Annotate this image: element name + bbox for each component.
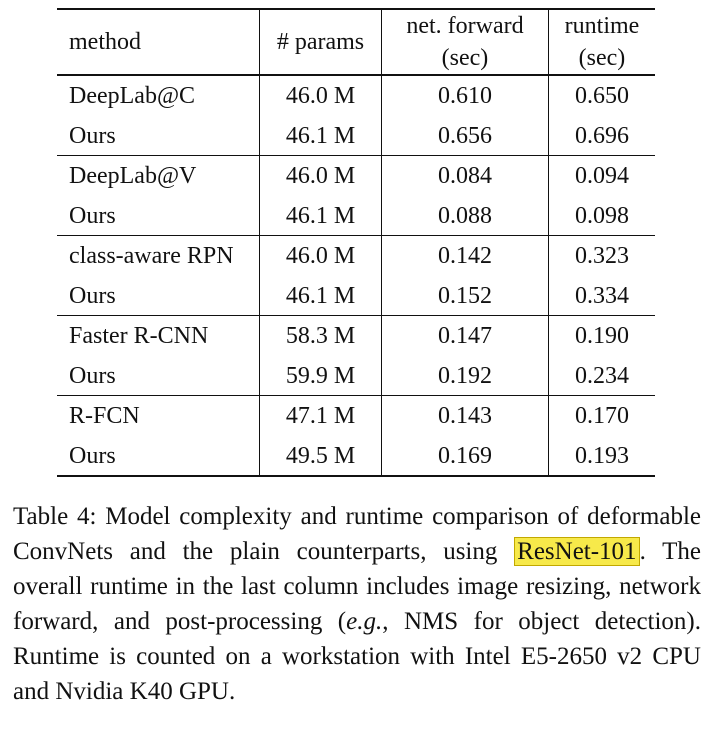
caption-text-1: Table 4: Model complexity and runtime comparison of deformable ConvNets and the plain counterparts, using bbox=[13, 503, 701, 565]
cell-runtime: 0.334 bbox=[575, 282, 629, 309]
table-row bbox=[57, 236, 655, 277]
cell-method: R-FCN bbox=[57, 396, 260, 437]
cell-runtime: 0.696 bbox=[575, 122, 629, 149]
group-faster-rcnn bbox=[57, 316, 655, 396]
cell-params: 46.0 M bbox=[260, 236, 382, 277]
cell-params: 46.1 M bbox=[260, 196, 382, 236]
caption-text-3: , NMS for object detection). Runtime is counted on a workstation with Intel E5-2650 v2 CPU and Nvidia K40 GPU. bbox=[13, 608, 702, 705]
header-method: method bbox=[57, 9, 260, 75]
table-row bbox=[57, 396, 655, 437]
cell-params: 58.3 M bbox=[260, 316, 382, 357]
cell-params: 46.1 M bbox=[260, 116, 382, 156]
cell-method: DeepLab@V bbox=[57, 156, 260, 197]
cell-runtime: 0.323 bbox=[549, 236, 656, 277]
cell-runtime: 0.650 bbox=[549, 75, 656, 116]
header-forward bbox=[382, 9, 549, 75]
cell-forward: 0.088 bbox=[382, 196, 549, 236]
cell-method: Ours bbox=[57, 436, 260, 476]
cell-forward: 0.147 bbox=[382, 316, 549, 357]
cell-params: 46.0 M bbox=[260, 75, 382, 116]
cell-method: Ours bbox=[57, 276, 260, 316]
cell-runtime: 0.098 bbox=[575, 202, 629, 229]
caption-eg: e.g. bbox=[346, 608, 383, 635]
cell-method: Ours bbox=[57, 116, 260, 156]
table-row bbox=[57, 316, 655, 357]
cell-params: 49.5 M bbox=[260, 436, 382, 476]
table-row bbox=[57, 436, 655, 476]
comparison-table bbox=[57, 8, 655, 477]
cell-method: class-aware RPN bbox=[57, 236, 260, 277]
cell-runtime: 0.170 bbox=[549, 396, 656, 437]
cell-runtime: 0.190 bbox=[549, 316, 656, 357]
cell-method: Ours bbox=[57, 196, 260, 236]
cell-runtime: 0.193 bbox=[549, 436, 656, 476]
group-deeplab-v bbox=[57, 156, 655, 236]
cell-method: Ours bbox=[57, 356, 260, 396]
header-params: # params bbox=[260, 9, 382, 75]
cell-forward: 0.084 bbox=[382, 156, 549, 197]
cell-params: 46.0 M bbox=[260, 156, 382, 197]
header-forward-line2: (sec) bbox=[441, 45, 489, 71]
cell-params: 46.1 M bbox=[260, 276, 382, 316]
table-row bbox=[57, 276, 655, 316]
cell-params: 59.9 M bbox=[260, 356, 382, 396]
header-forward-line1: net. forward bbox=[406, 13, 524, 39]
cell-method: DeepLab@C bbox=[57, 75, 260, 116]
table-caption bbox=[13, 499, 701, 709]
header-row bbox=[57, 9, 655, 75]
header-runtime-line1: runtime bbox=[564, 13, 640, 39]
group-class-aware-rpn bbox=[57, 236, 655, 316]
header-runtime bbox=[549, 9, 656, 75]
group-deeplab-c bbox=[57, 75, 655, 156]
cell-forward: 0.192 bbox=[382, 356, 549, 396]
cell-params: 47.1 M bbox=[260, 396, 382, 437]
table-row bbox=[57, 356, 655, 396]
cell-forward: 0.143 bbox=[382, 396, 549, 437]
cell-forward: 0.152 bbox=[382, 276, 549, 316]
table-row bbox=[57, 75, 655, 116]
group-r-fcn bbox=[57, 396, 655, 477]
cell-forward: 0.610 bbox=[382, 75, 549, 116]
cell-forward: 0.656 bbox=[382, 116, 549, 156]
cell-runtime: 0.234 bbox=[575, 362, 629, 389]
caption-text-2: . The overall runtime in the last column includes image resizing, network forward, and post-processing ( bbox=[13, 538, 701, 635]
cell-method: Faster R-CNN bbox=[57, 316, 260, 357]
cell-runtime: 0.094 bbox=[549, 156, 656, 197]
table-row bbox=[57, 156, 655, 197]
cell-forward: 0.169 bbox=[382, 436, 549, 476]
highlighted-term: ResNet-101 bbox=[514, 537, 639, 566]
table-row bbox=[57, 116, 655, 156]
header-runtime-line2: (sec) bbox=[578, 45, 626, 71]
cell-forward: 0.142 bbox=[382, 236, 549, 277]
table-row bbox=[57, 196, 655, 236]
